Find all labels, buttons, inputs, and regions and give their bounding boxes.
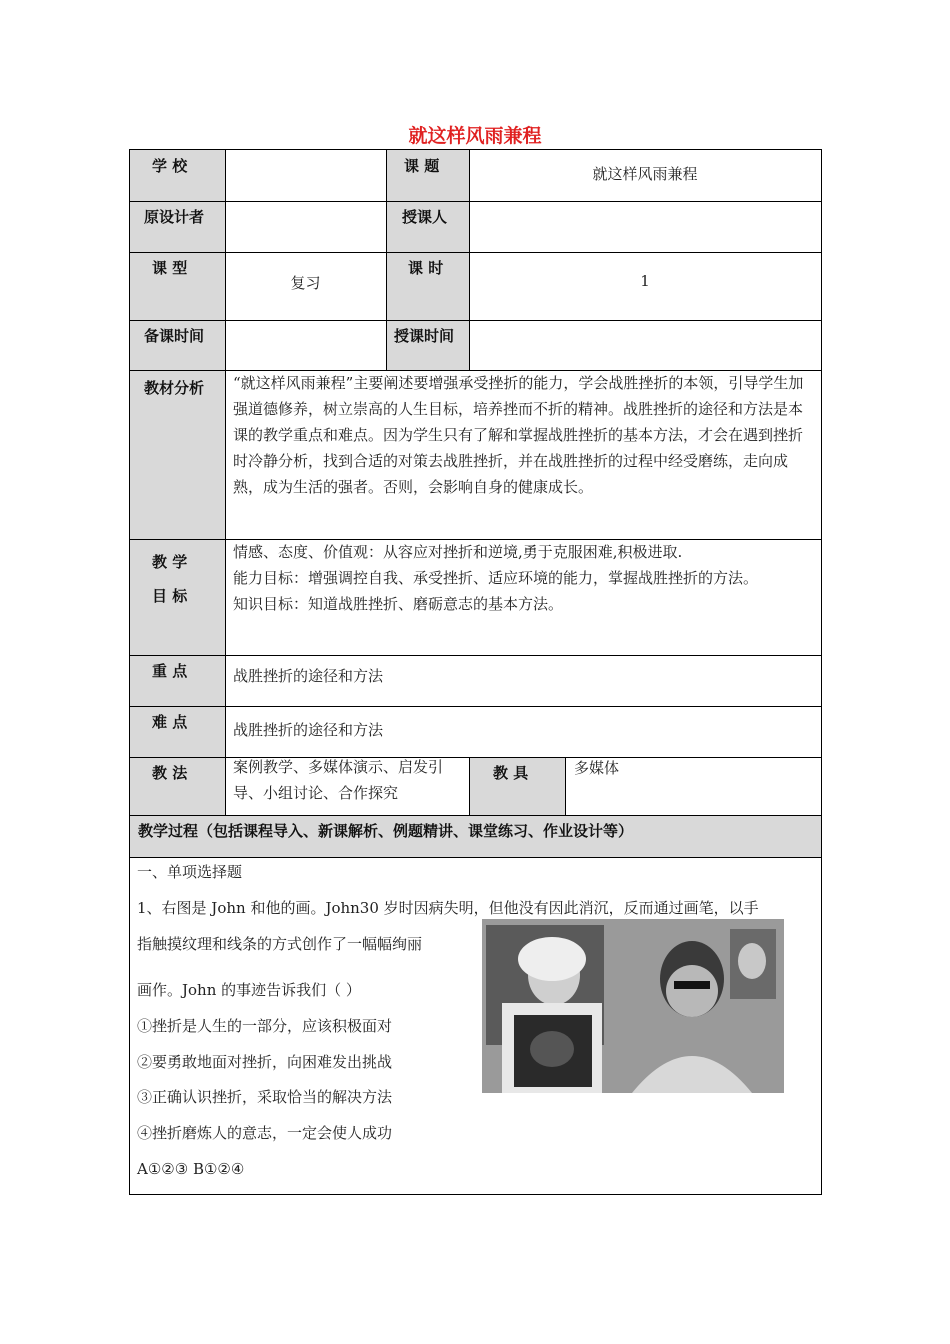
label-prep-time: 备课时间 [130, 320, 225, 370]
value-topic: 就这样风雨兼程 [592, 165, 698, 183]
col-divider [225, 149, 226, 815]
col-divider [565, 757, 566, 815]
label-designer: 原设计者 [130, 201, 225, 252]
label-goals-line1: 教 学 [152, 553, 188, 571]
question-1-line-1: 1、右图是 John 和他的画。John30 岁时因病失明，但他没有因此消沉，反而通过画笔，以手 [137, 899, 759, 917]
label-difficult: 难 点 [130, 706, 225, 757]
value-type: 复习 [290, 274, 321, 292]
goal-ability: 能力目标：增强调控自我、承受挫折、适应环境的能力，掌握战胜挫折的方法。 [233, 569, 759, 587]
value-goals [227, 539, 821, 655]
col-divider [469, 757, 470, 815]
label-goals-line2: 目 标 [152, 587, 188, 605]
value-tools: 多媒体 [574, 759, 620, 777]
label-teacher: 授课人 [386, 201, 469, 252]
label-type: 课 型 [130, 252, 225, 320]
label-school: 学 校 [130, 150, 225, 201]
label-analysis: 教材分析 [130, 370, 225, 539]
option-2: ②要勇敢地面对挫折，向困难发出挑战 [137, 1053, 393, 1071]
label-topic: 课 题 [386, 150, 469, 201]
label-goals [130, 539, 225, 655]
label-method: 教 法 [130, 757, 225, 815]
col-divider [386, 149, 387, 370]
row-divider [129, 201, 822, 202]
document-title: 就这样风雨兼程 [408, 125, 542, 147]
table-border-bottom [129, 1194, 822, 1195]
value-method: 案例教学、多媒体演示、启发引导、小组讨论、合作探究 [233, 758, 444, 802]
option-3: ③正确认识挫折，采取恰当的解决方法 [137, 1088, 393, 1106]
row-divider [129, 655, 822, 656]
answer-choices: A①②③ B①②④ [137, 1160, 245, 1178]
section-heading: 一、单项选择题 [137, 863, 243, 881]
value-difficult: 战胜挫折的途径和方法 [233, 721, 384, 739]
label-key: 重 点 [130, 655, 225, 706]
table-border-right [821, 149, 822, 1195]
label-process: 教学过程（包括课程导入、新课解析、例题精讲、课堂练习、作业设计等） [130, 815, 821, 857]
option-4: ④挫折磨炼人的意志，一定会使人成功 [137, 1124, 393, 1142]
question-1-line-2: 指触摸纹理和线条的方式创作了一幅幅绚丽 [137, 935, 423, 953]
goal-knowledge: 知识目标：知道战胜挫折、磨砺意志的基本方法。 [233, 595, 564, 613]
label-tools: 教 具 [469, 757, 565, 815]
label-teach-time: 授课时间 [386, 320, 469, 370]
question-1-line-3: 画作。John 的事迹告诉我们（ ） [137, 981, 361, 999]
row-divider [129, 370, 822, 371]
row-divider [129, 815, 822, 816]
value-key: 战胜挫折的途径和方法 [233, 667, 384, 685]
row-divider [129, 857, 822, 858]
label-hours: 课 时 [386, 252, 469, 320]
table-border-left [129, 149, 130, 1195]
goal-emotion: 情感、态度、价值观：从容应对挫折和逆境,勇于克服困难,积极进取. [233, 543, 683, 561]
value-hours: 1 [640, 272, 650, 290]
row-divider [129, 757, 822, 758]
john-photo [482, 919, 784, 1093]
value-analysis: “就这样风雨兼程”主要阐述要增强承受挫折的能力，学会战胜挫折的本领，引导学生加强道德修养，树立崇高的人生目标，培养挫而不折的精神。战胜挫折的途径和方法是本课的教学重点和难点。因为学生只有了解和掌握战胜挫折的基本方法，才会在遇到挫折时冷静分析，找到合适的对策去战胜挫折，并在战胜挫折的过程中经受磨练，走向成熟，成为生活的强者。否则，会影响自身的健康成长。 [233, 374, 804, 496]
option-1: ①挫折是人生的一部分，应该积极面对 [137, 1017, 393, 1035]
row-divider [129, 706, 822, 707]
col-divider [469, 149, 470, 370]
row-divider [129, 252, 822, 253]
row-divider [129, 539, 822, 540]
row-divider [129, 320, 822, 321]
table-border-top [129, 149, 822, 150]
